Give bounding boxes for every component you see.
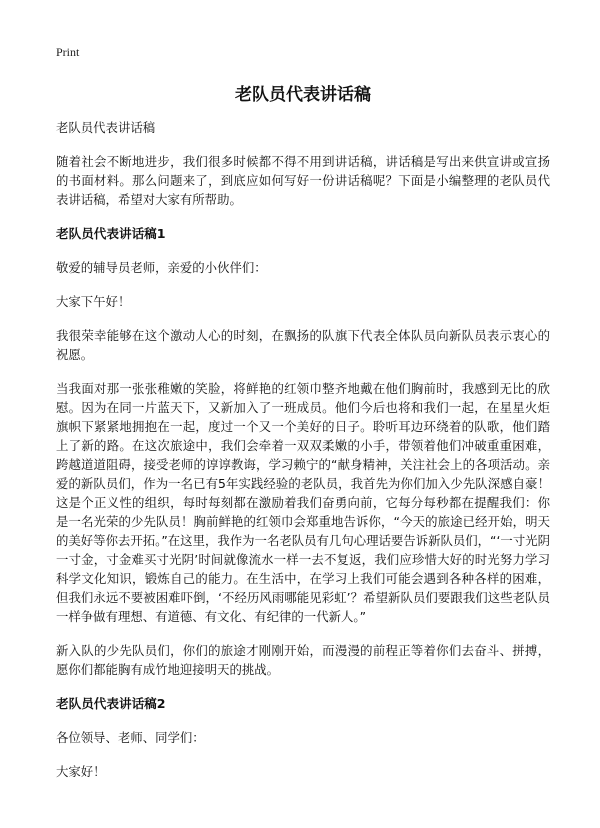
- document-body: [56, 118, 550, 796]
- salutation-2: 各位领导、老师、同学们：: [56, 730, 205, 745]
- section-heading-1: 老队员代表讲话稿1: [56, 226, 166, 241]
- print-link[interactable]: Print: [56, 45, 80, 59]
- intro-subtitle: 老队员代表讲话稿: [56, 120, 156, 135]
- body-paragraph: 我很荣幸能够在这个激动人心的时刻，在飘扬的队旗下代表全体队员向新队员表示衷心的祝愿。: [56, 328, 550, 362]
- intro-paragraph: 随着社会不断地进步，我们很多时候都不得不用到讲话稿，讲话稿是写出来供宣讲或宣扬的书面材料。那么问题来了，到底应如何写好一份讲话稿呢？下面是小编整理的老队员代表讲话稿，希望对大家有所帮助。: [56, 154, 550, 207]
- section-heading-2: 老队员代表讲话稿2: [56, 696, 166, 711]
- body-paragraph: 当我面对那一张张稚嫩的笑脸，将鲜艳的红领巾整齐地戴在他们胸前时，我感到无比的欣慰。因为在同一片蓝天下，又新加入了一班成员。他们今后也将和我们一起，在星星火炬旗帜下紧紧地拥抱在一起，度过一个又一个美好的日子。聆听耳边环绕着的队歌，他们踏上了新的路。在这次旅途中，我们会牵着一双双柔嫩的小手，带领着他们冲破重重困难，跨越道道阻碍，接受老师的谆谆教诲，学习赖宁的“献身精神，关注社会上的各项活动。亲爱的新队员们，作为一名已有5年实践经验的老队员，我首先为你们加入少先队深感自豪！这是个正义性的组织，每时每刻都在激励着我们奋勇向前，它每分每秒都在提醒我们：你是一名光荣的少先队员！胸前鲜艳的红领巾会郑重地告诉你，“今天的旅途已经开始，明天的美好等你去开拓。”在这里，我作为一名老队员有几句心理话要告诉新队员们，“‘一寸光阴一寸金，寸金难买寸光阴’时间就像流水一样一去不复返，我们应珍惜大好的时光努力学习科学文化知识，锻炼自己的能力。在生活中，在学习上我们可能会遇到各种各样的困难，但我们永远不要被困难吓倒，‘不经历风雨哪能见彩虹’？希望新队员们要跟我们这些老队员一样争做有理想、有道德、有文化、有纪律的一代新人。”: [56, 381, 550, 624]
- greeting-2: 大家好！: [56, 764, 106, 779]
- body-paragraph: 新入队的少先队员们，你们的旅途才刚刚开始，而漫漫的前程正等着你们去奋斗、拼搏，愿你们都能胸有成竹地迎接明天的挑战。: [56, 643, 550, 677]
- salutation-1: 敬爱的辅导员老师，亲爱的小伙伴们：: [56, 260, 267, 275]
- greeting-1: 大家下午好！: [56, 294, 131, 309]
- page-title: 老队员代表讲话稿: [235, 85, 371, 105]
